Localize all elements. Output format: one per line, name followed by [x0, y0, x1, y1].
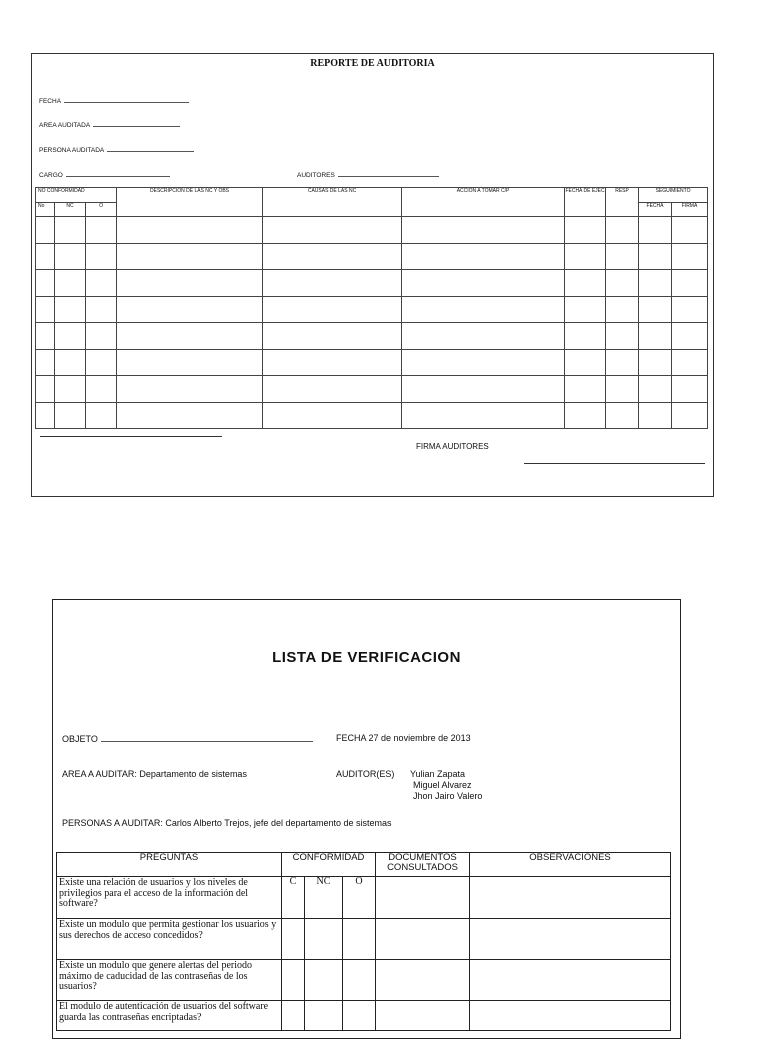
fecha-subheader: FECHA — [639, 203, 672, 217]
auditor-name: Jhon Jairo Valero — [413, 791, 483, 801]
fecha-value: 27 de noviembre de 2013 — [368, 733, 471, 743]
preguntas-header: PREGUNTAS — [57, 853, 282, 877]
area-label: AREA AUDITADA — [39, 122, 91, 129]
objeto-label: OBJETO — [62, 734, 98, 744]
table-row — [36, 296, 708, 323]
audit-report-form — [31, 53, 714, 497]
cargo-field — [39, 170, 170, 179]
no-subheader: No — [36, 203, 55, 217]
fecha-ejec-header: FECHA DE EJEC — [565, 188, 606, 217]
auditores-label: AUDITOR(ES) — [336, 769, 395, 779]
checklist-table — [56, 852, 671, 1031]
table-row — [36, 349, 708, 376]
accion-header: ACCION A TOMAR C/P — [402, 188, 565, 217]
question-cell: Existe una relación de usuarios y los niveles de privilegios para el acceso de la información del software? — [57, 877, 282, 919]
signature-line-left — [40, 436, 222, 437]
auditor-name: Yulian Zapata — [410, 769, 466, 779]
persona-blank — [107, 145, 194, 152]
question-cell: Existe un modulo que genere alertas del periodo máximo de caducidad de las contraseñas de los usuarios? — [57, 960, 282, 1001]
no-conformidad-header: NO CONFORMIDAD — [36, 188, 117, 203]
nonconformity-table — [35, 187, 708, 429]
table-row — [36, 270, 708, 297]
signature-line-right — [524, 463, 705, 464]
observaciones-header: OBSERVACIONES — [470, 853, 671, 877]
auditor-name: Miguel Alvarez — [413, 780, 472, 790]
table-row — [57, 960, 671, 1001]
nc-subheader: NC — [55, 203, 86, 217]
fecha-label: FECHA — [336, 733, 367, 743]
table-row — [57, 919, 671, 960]
area-value: Departamento de sistemas — [139, 769, 247, 779]
area-field — [62, 769, 247, 779]
o-column: O — [343, 877, 376, 919]
table-row — [57, 1001, 671, 1031]
seguimiento-header: SEGUIMIENTO — [639, 188, 708, 203]
o-subheader: O — [86, 203, 117, 217]
persona-label: PERSONA AUDITADA — [39, 147, 105, 154]
area-blank — [93, 120, 180, 127]
firma-subheader: FIRMA — [672, 203, 708, 217]
personas-field — [62, 818, 392, 828]
personas-value: Carlos Alberto Trejos, jefe del departamento de sistemas — [165, 818, 392, 828]
nc-column: NC — [305, 877, 343, 919]
fecha-blank — [64, 96, 189, 103]
question-cell: Existe un modulo que permita gestionar los usuarios y sus derechos de acceso concedidos? — [57, 919, 282, 960]
area-label: AREA A AUDITAR: — [62, 769, 137, 779]
cargo-label: CARGO — [39, 172, 63, 179]
auditores-label: AUDITORES — [297, 172, 335, 179]
conformidad-header: CONFORMIDAD — [282, 853, 376, 877]
firma-auditores-label: FIRMA AUDITORES — [416, 442, 489, 451]
table-row — [36, 243, 708, 270]
objeto-field — [62, 733, 313, 744]
report-title: REPORTE DE AUDITORIA — [310, 58, 435, 69]
objeto-blank — [101, 733, 313, 742]
table-row — [36, 376, 708, 403]
table-row — [36, 217, 708, 244]
descripcion-header: DESCRIPCION DE LAS NC Y OBS — [117, 188, 263, 217]
auditores-field — [297, 170, 439, 179]
cargo-blank — [66, 170, 170, 177]
fecha-label: FECHA — [39, 98, 62, 105]
checklist-form — [52, 599, 681, 1039]
documentos-header: DOCUMENTOS CONSULTADOS — [376, 853, 470, 877]
fecha-field — [39, 96, 189, 105]
table-row — [36, 402, 708, 429]
auditores-list — [410, 769, 482, 802]
personas-label: PERSONAS A AUDITAR: — [62, 818, 163, 828]
causas-header: CAUSAS DE LAS NC — [263, 188, 402, 217]
resp-header: RESP — [606, 188, 639, 217]
auditores-blank — [338, 170, 439, 177]
question-cell: El modulo de autenticación de usuarios del software guarda las contraseñas encriptadas? — [57, 1001, 282, 1031]
fecha-field — [336, 733, 471, 743]
persona-field — [39, 145, 194, 154]
table-row — [36, 323, 708, 350]
area-field — [39, 120, 180, 129]
checklist-title: LISTA DE VERIFICACION — [272, 649, 461, 666]
c-column: C — [282, 877, 305, 919]
